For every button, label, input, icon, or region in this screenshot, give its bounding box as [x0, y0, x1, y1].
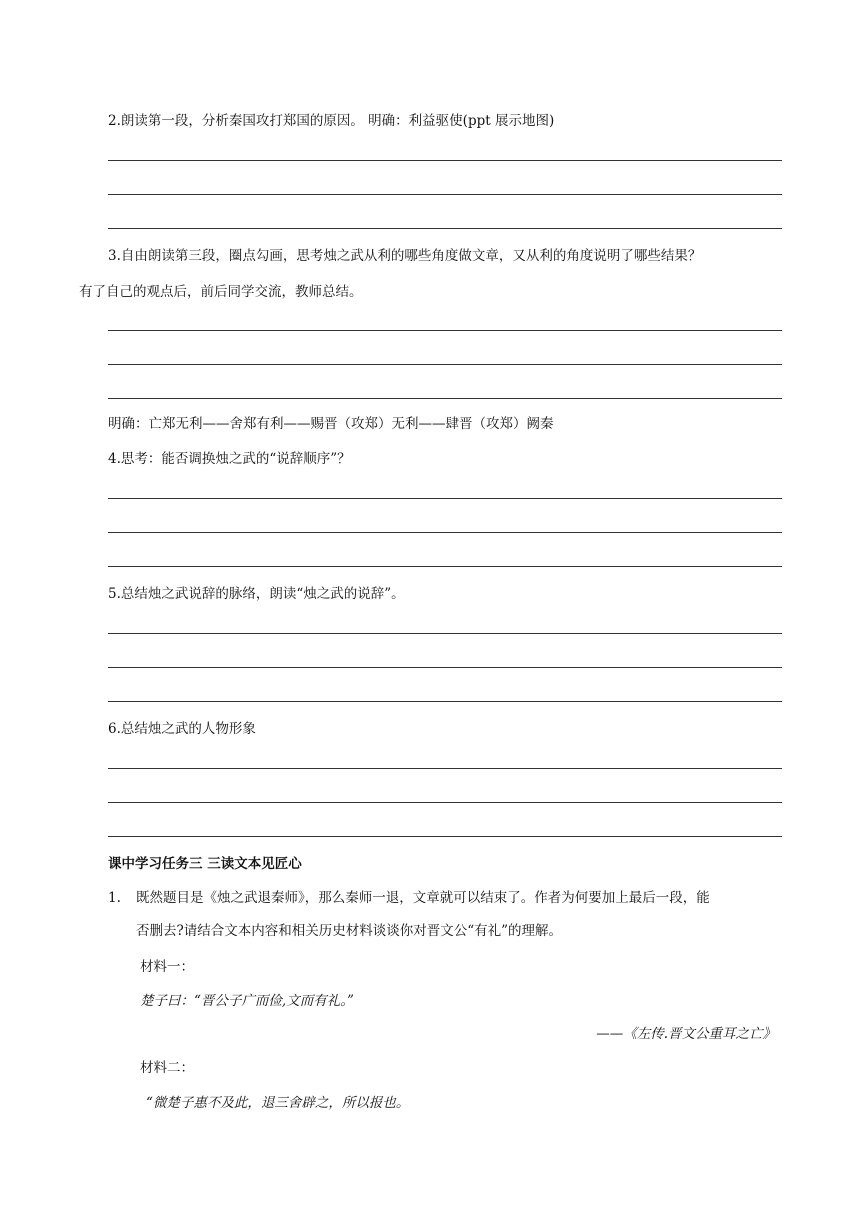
task-3-heading: 课中学习任务三 三读文本见匠心	[108, 856, 302, 872]
answer-line	[108, 398, 782, 399]
item-1-line-1: 既然题目是《烛之武退秦师》，那么秦师一退，文章就可以结束了。作者为何要加上最后一段，能	[136, 890, 710, 906]
answer-line	[108, 768, 782, 769]
answer-line	[108, 633, 782, 634]
answer-line	[108, 160, 782, 161]
question-5: 5.总结烛之武说辞的脉络，朗读“烛之武的说辞”。	[108, 586, 405, 602]
answer-line	[108, 667, 782, 668]
answer-line	[108, 364, 782, 365]
material-1-text: 楚子曰：“晋公子广而俭,文而有礼。”	[140, 993, 354, 1009]
answer-line	[108, 330, 782, 331]
material-2-label: 材料二：	[140, 1060, 194, 1076]
question-3-line-2: 有了自己的观点后，前后同学交流，教师总结。	[79, 284, 363, 300]
answer-line	[108, 498, 782, 499]
material-1-source: ——《左传.晋文公重耳之亡》	[596, 1026, 776, 1042]
question-3-line-1: 3.自由朗读第三段，圈点勾画，思考烛之武从利的哪些角度做文章，又从利的角度说明了哪些结果？	[108, 248, 702, 264]
answer-line	[108, 701, 782, 702]
question-2: 2.朗读第一段，分析秦国攻打郑国的原因。 明确：利益驱使(ppt 展示地图)	[108, 113, 555, 129]
question-6: 6.总结烛之武的人物形象	[108, 721, 256, 737]
answer-line	[108, 836, 782, 837]
answer-line	[108, 194, 782, 195]
material-1-label: 材料一：	[140, 959, 194, 975]
answer-line	[108, 802, 782, 803]
material-2-text: “微楚子惠不及此，退三舍辟之，所以报也。	[146, 1095, 410, 1111]
question-4: 4.思考：能否调换烛之武的“说辞顺序”？	[108, 451, 351, 467]
item-1-number: 1.	[108, 890, 121, 906]
answer-line	[108, 228, 782, 229]
answer-line	[108, 566, 782, 567]
answer-line	[108, 532, 782, 533]
item-1-line-2: 否删去?请结合文本内容和相关历史材料谈谈你对晋文公“有礼”的理解。	[136, 923, 563, 939]
question-3-answer: 明确：亡郑无利——舍郑有利——赐晋（攻郑）无利——肆晋（攻郑）阙秦	[108, 416, 554, 432]
